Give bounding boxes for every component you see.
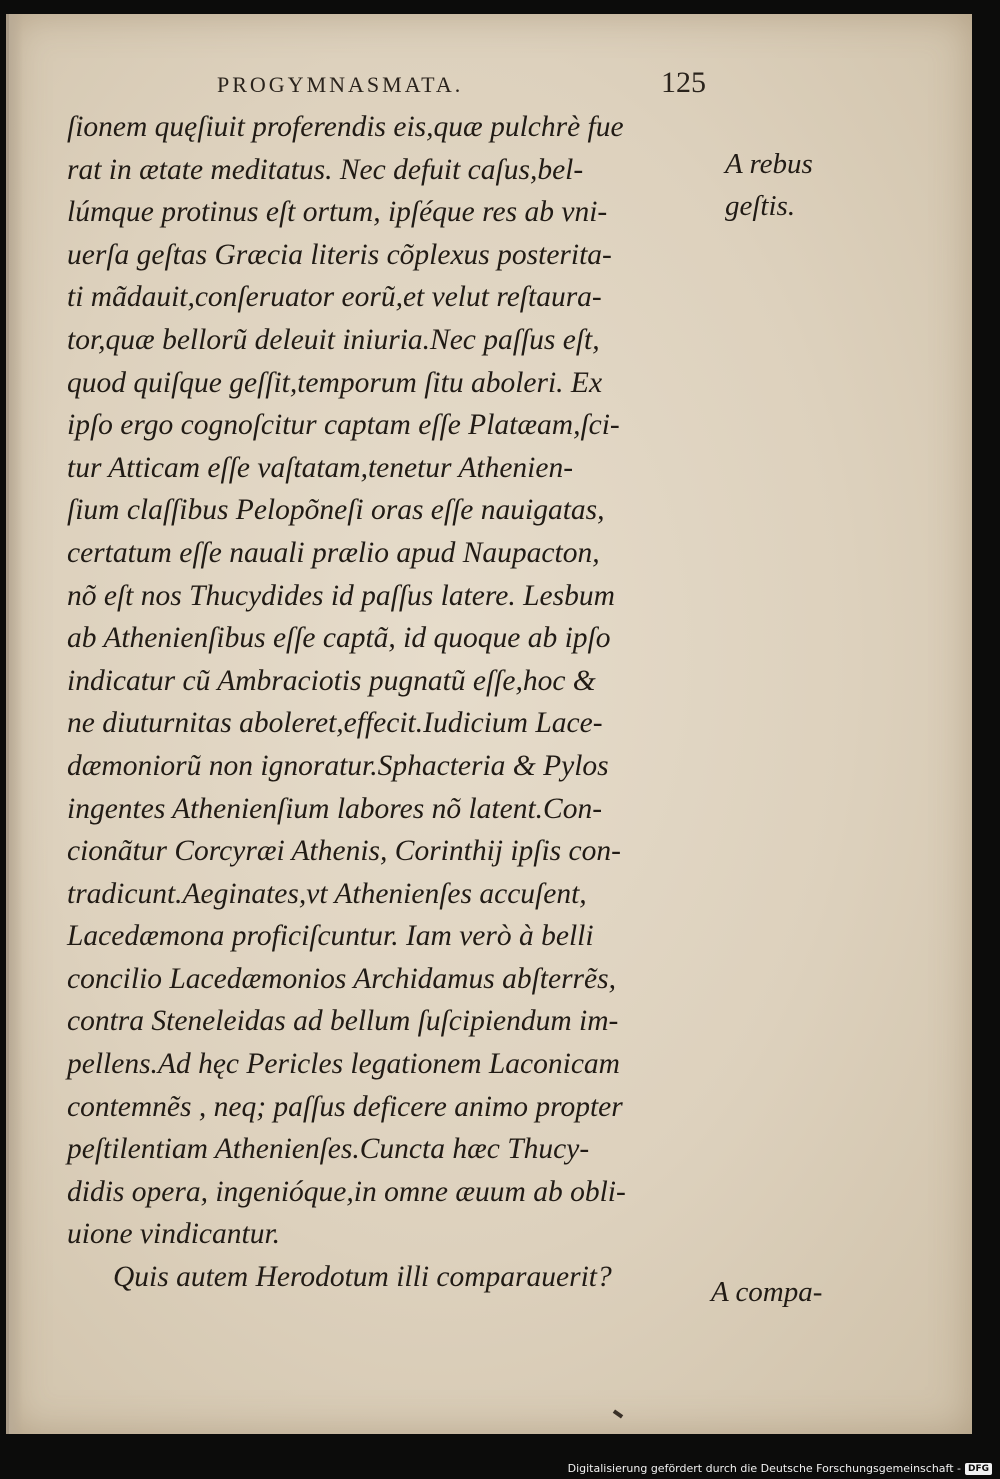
text-line: uerſa geſtas Græcia literis cõplexus posterita-: [67, 238, 612, 271]
dfg-logo: DFG: [965, 1463, 992, 1475]
text-line: pellens.Ad hęc Pericles legationem Laconicam: [67, 1048, 620, 1081]
text-line: quod quiſque geſſit,temporum ſitu aboleri. Ex: [67, 366, 603, 399]
text-line: certatum eſſe nauali prælio apud Naupacton,: [67, 536, 600, 569]
book-page: [6, 14, 972, 1434]
text-line: ſium claſſibus Pelopõneſi oras eſſe nauigatas,: [67, 494, 605, 527]
ink-mark: [613, 1409, 623, 1418]
text-line: indicatur cũ Ambraciotis pugnatũ eſſe,hoc &: [67, 664, 596, 697]
text-line: concilio Lacedæmonios Archidamus abſterrẽs,: [67, 962, 616, 995]
text-line: ingentes Athenienſium labores nõ latent.Con-: [67, 792, 603, 825]
text-line: peſtilentiam Athenienſes.Cuncta hæc Thucy-: [67, 1133, 590, 1166]
text-line: uione vindicantur.: [67, 1218, 281, 1251]
text-line: Lacedæmona proficiſcuntur. Iam verò à belli: [67, 920, 594, 953]
text-line: didis opera, ingenióque,in omne æuum ab obli-: [67, 1175, 626, 1208]
text-line: lúmque protinus eſt ortum, ipſéque res ab vni-: [67, 196, 608, 229]
body-text: [67, 106, 727, 1299]
text-line: ne diuturnitas aboleret,effecit.Iudicium Lace-: [67, 707, 603, 740]
paragraph-start-line: Quis autem Herodotum illi comparauerit?: [113, 1261, 612, 1294]
text-line: contemnẽs , neq; paſſus deficere animo propter: [67, 1090, 623, 1123]
text-line: tradicunt.Aeginates,vt Athenienſes accuſent,: [67, 877, 587, 910]
margin-note-compa: A compa-: [711, 1276, 823, 1308]
margin-note-gestis: geſtis.: [725, 190, 796, 222]
margin-note-rebus: A rebus: [725, 148, 813, 180]
text-line: dæmoniorũ non ignoratur.Sphacteria & Pylos: [67, 749, 609, 782]
text-line: cionãtur Corcyræi Athenis, Corinthij ipſis con-: [67, 835, 621, 868]
running-title: PROGYMNASMATA.: [217, 72, 464, 97]
page-number: 125: [661, 66, 706, 99]
text-line: nõ eſt nos Thucydides id paſſus latere. Lesbum: [67, 579, 615, 612]
text-line: ab Athenienſibus eſſe captã, id quoque ab ipſo: [67, 622, 611, 655]
page-gutter-shadow: [9, 14, 23, 1434]
text-line: tor,quæ bellorũ deleuit iniuria.Nec paſſus eſt,: [67, 323, 600, 356]
footer-credit: Digitalisierung gefördert durch die Deutsche Forschungsgemeinschaft -: [567, 1462, 961, 1475]
text-line: ti mãdauit,conſeruator eorũ,et velut reſtaura-: [67, 281, 602, 314]
text-line: contra Steneleidas ad bellum ſuſcipiendum im-: [67, 1005, 619, 1038]
text-line: rat in ætate meditatus. Nec defuit caſus,bel-: [67, 153, 584, 186]
text-line: tur Atticam eſſe vaſtatam,tenetur Athenien-: [67, 451, 574, 484]
text-line: ſionem quęſiuit proferendis eis,quæ pulchrè fue: [67, 111, 624, 143]
text-line: ipſo ergo cognoſcitur captam eſſe Platæam,ſci-: [67, 409, 620, 442]
digitization-footer: [568, 1462, 992, 1475]
